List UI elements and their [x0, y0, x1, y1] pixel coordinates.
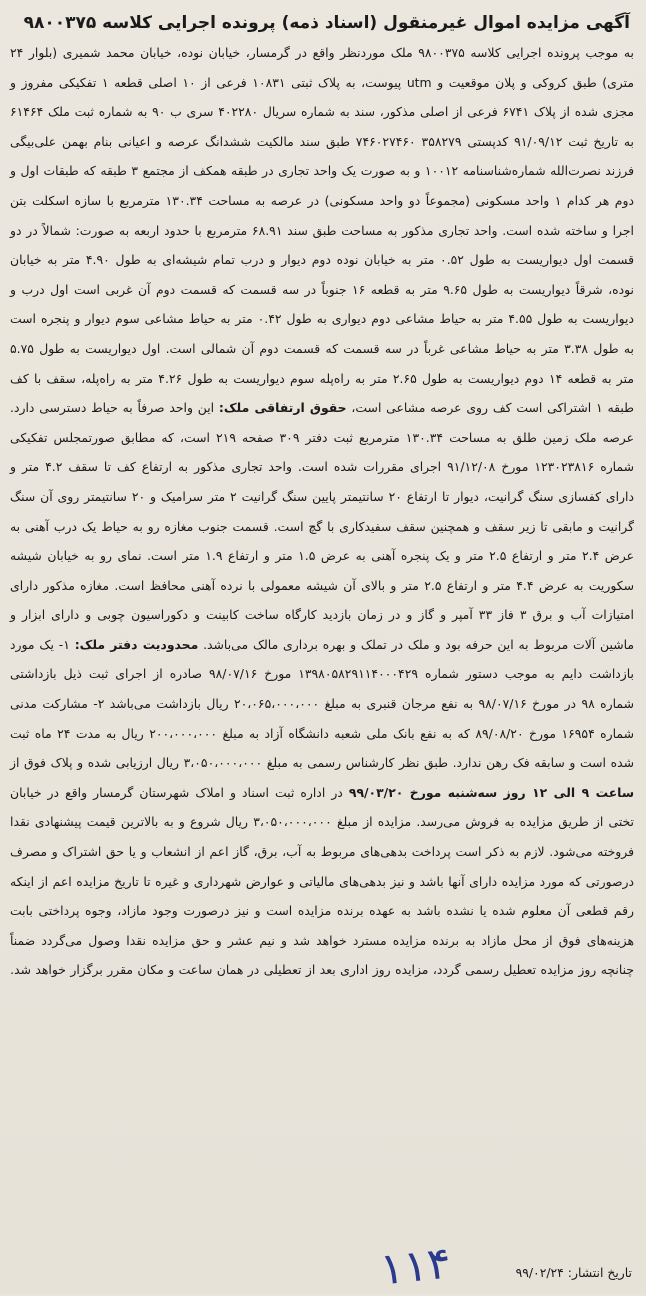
notice-paragraph-3: ۱- یک مورد بازداشت دایم به موجب دستور شماره ۱۳۹۸۰۵۸۲۹۱۱۴۰۰۰۴۲۹ مورخ ۹۸/۰۷/۱۶ صادره از اجرای ثبت ذیل بازداشتی شماره ۹۸ در مورخ ۹۸/۰۷/۱۶ به نفع مرجان قنبری به مبلغ ۲۰،۰۶۵،۰۰۰،۰۰۰ ریال بازداشت می‌باشد ۲- مشارکت مدنی شماره ۱۶۹۵۴ مورخ ۸۹/۰۸/۲۰ که به نفع بانک ملی شعبه دانشگاه آزاد به مبلغ ۲۰۰،۰۰۰،۰۰۰ ریال به مدت ۲۴ ماه ثبت شده است و سابقه فک رهن ندارد. طبق نظر کارشناس رسمی به مبلغ ۳،۰۵۰،۰۰۰،۰۰۰ ریال ارزیابی شده و پلاک فوق از	[10, 636, 635, 771]
background-watermark: ​	[115, 560, 125, 630]
notice-paragraph-2: این واحد صرفاً به حیاط دسترسی دارد. عرصه ملک زمین طلق به مساحت ۱۳۰.۳۴ مترمربع ثبت دفتر ۳۰۹ صفحه ۲۱۹ است، که مطابق صورتمجلس تفکیکی شماره ۱۲۳۰۲۳۸۱۶ مورخ ۹۱/۱۲/۰۸ اجرای مقررات شده است. واحد تجاری مذکور به ارتفاع کف تا سقف ۴.۲ متر و دارای کفسازی سنگ گرانیت، دیوار تا ارتفاع ۲۰ سانتیمتر پایین سنگ گرانیت ۲ متر سرامیک و ۲۰ سانتیمتر روی آن سنگ گرانیت و مابقی تا زیر سقف و همچنین سقف سفیدکاری با گچ است. قسمت جنوب مغازه رو به حیاط یک درب آهنی به عرض ۲.۴ متر و ارتفاع ۲.۵ متر و یک پنجره آهنی به عرض ۱.۵ متر و ارتفاع ۱.۹ متر است. نمای رو به خیابان شیشه سکوریت به عرض ۴.۴ متر و ارتفاع ۲.۵ متر و بالای آن شیشه معمولی با نرده آهنی محافظ است. مغازه مذکور دارای امتیازات آب و برق ۳ فاز ۳۳ آمپر و گاز و در زمان بازدید کارگاه ساخت کابینت و دکوراسیون چوبی و دارای ابزار و ماشین آلات مربوط به این حرفه بود و ملک در تملک و بهره برداری مالک می‌باشد.	[10, 400, 635, 652]
handwritten-mark: ۱۱۴	[377, 1237, 454, 1296]
publish-date: تاریخ انتشار: ۹۹/۰۲/۲۴	[515, 1265, 632, 1280]
notice-paragraph-4: در اداره ثبت اسناد و املاک شهرستان گرمسار واقع در خیابان تختی از طریق مزایده به فروش می‌رسد. مزایده از مبلغ ۳،۰۵۰،۰۰۰،۰۰۰ ریال شروع و به بالاترین قیمت پیشنهادی نقدا فروخته می‌شود. لازم به ذکر است پرداخت بدهی‌های مربوط به آب، برق، گاز اعم از انشعاب و یا حق اشتراک و مصرف درصورتی که مورد مزایده دارای آنها باشد و نیز بدهی‌های مالیاتی و عوارض شهرداری و غیره تا تاریخ مزایده اعم از اینکه رقم قطعی آن معلوم شده یا نشده باشد به عهده برنده مزایده است و نیز درصورت وجود مازاد، وجوه پرداختی بابت هزینه‌های فوق از محل مازاد به برنده مزایده مسترد خواهد شد و نیم عشر و حق مزایده نقدا وصول می‌گردد ضمناً چنانچه روز مزایده تعطیل رسمی گردد، مزایده روز اداری بعد از تعطیلی در همان ساعت و مکان مقرر برگزار خواهد شد.	[10, 784, 634, 978]
notice-paragraph-1: به موجب پرونده اجرایی کلاسه ۹۸۰۰۳۷۵ ملک موردنظر واقع در گرمسار، خیابان نوده، خیابان محمد شمیری (بلوار ۲۴ متری) طبق کروکی و پلان موقعیت و utm پیوست، به پلاک ثبتی ۱۰۸۳۱ فرعی از ۱۰ اصلی قطعه ۱ تفکیکی مفروز و مجزی شده از پلاک ۶۷۴۱ فرعی از اصلی مذکور، سند به شماره سریال ۴۰۲۲۸۰ سری ب ۹۰ به شماره ثبت ملک ۶۱۴۶۴ به تاریخ ثبت ۹۱/۰۹/۱۲ کدپستی ۳۵۸۲۷۹ ۷۴۶۰۲۷۴۶۰ طبق سند مالکیت ششدانگ عرصه و اعیانی بنام بهمن علی‌بیگی فرزند نصرت‌الله شماره‌شناسنامه ۱۰۰۱۲ و به صورت یک واحد تجاری در طبقه همکف از مجتمع ۳ طبقه که طبقات اول و دوم هر کدام ۱ واحد مسکونی (مجموعاً دو واحد مسکونی) در عرصه به مساحت ۱۳۰.۳۴ مترمربع با سازه اسکلت بتن اجرا و ساخته شده است. واحد تجاری مذکور به مساحت طبق سند ۶۸.۹۱ مترمربع با حدود اربعه به صورت: شمالاً در دو قسمت اول دیواریست به طول ۰.۵۲ متر به خیابان نوده دوم دیوار و درب تمام شیشه‌ای به طول ۴.۹۰ متر به خیابان نوده، شرقاً دیواریست به طول ۹.۶۵ متر به قطعه ۱۶ جنوباً در سه قسمت که قسمت دوم آن غربی است اول درب و دیواریست به طول ۴.۵۵ متر به حیاط مشاعی دوم دیواری به طول ۰.۴۲ متر به حیاط مشاعی سوم دیوار و پنجره است به طول ۳.۳۸ متر به حیاط مشاعی غرباً در سه قسمت که قسمت دوم آن شمالی است. اول دیواریست به طول ۵.۷۵ متر به قطعه ۱۴ دوم دیواریست به طول ۲.۶۵ متر به راه‌پله سوم دیواریست به طول ۴.۲۶ متر به راه‌پله، سقف با کف طبقه ۱ اشتراکی است کف روی عرصه مشاعی است،	[10, 45, 635, 416]
label-auction-time: ساعت ۹ الی ۱۲ روز سه‌شنبه مورخ ۹۹/۰۳/۲۰	[348, 784, 634, 800]
label-registry-restrictions: محدودیت دفتر ملک:	[74, 636, 199, 652]
label-easement-rights: حقوق ارتفاقی ملک:	[218, 400, 347, 416]
notice-body	[10, 38, 634, 985]
notice-title: آگهی مزایده اموال غیرمنقول (اسناد ذمه) پرونده اجرایی کلاسه ۹۸۰۰۳۷۵	[23, 13, 630, 33]
